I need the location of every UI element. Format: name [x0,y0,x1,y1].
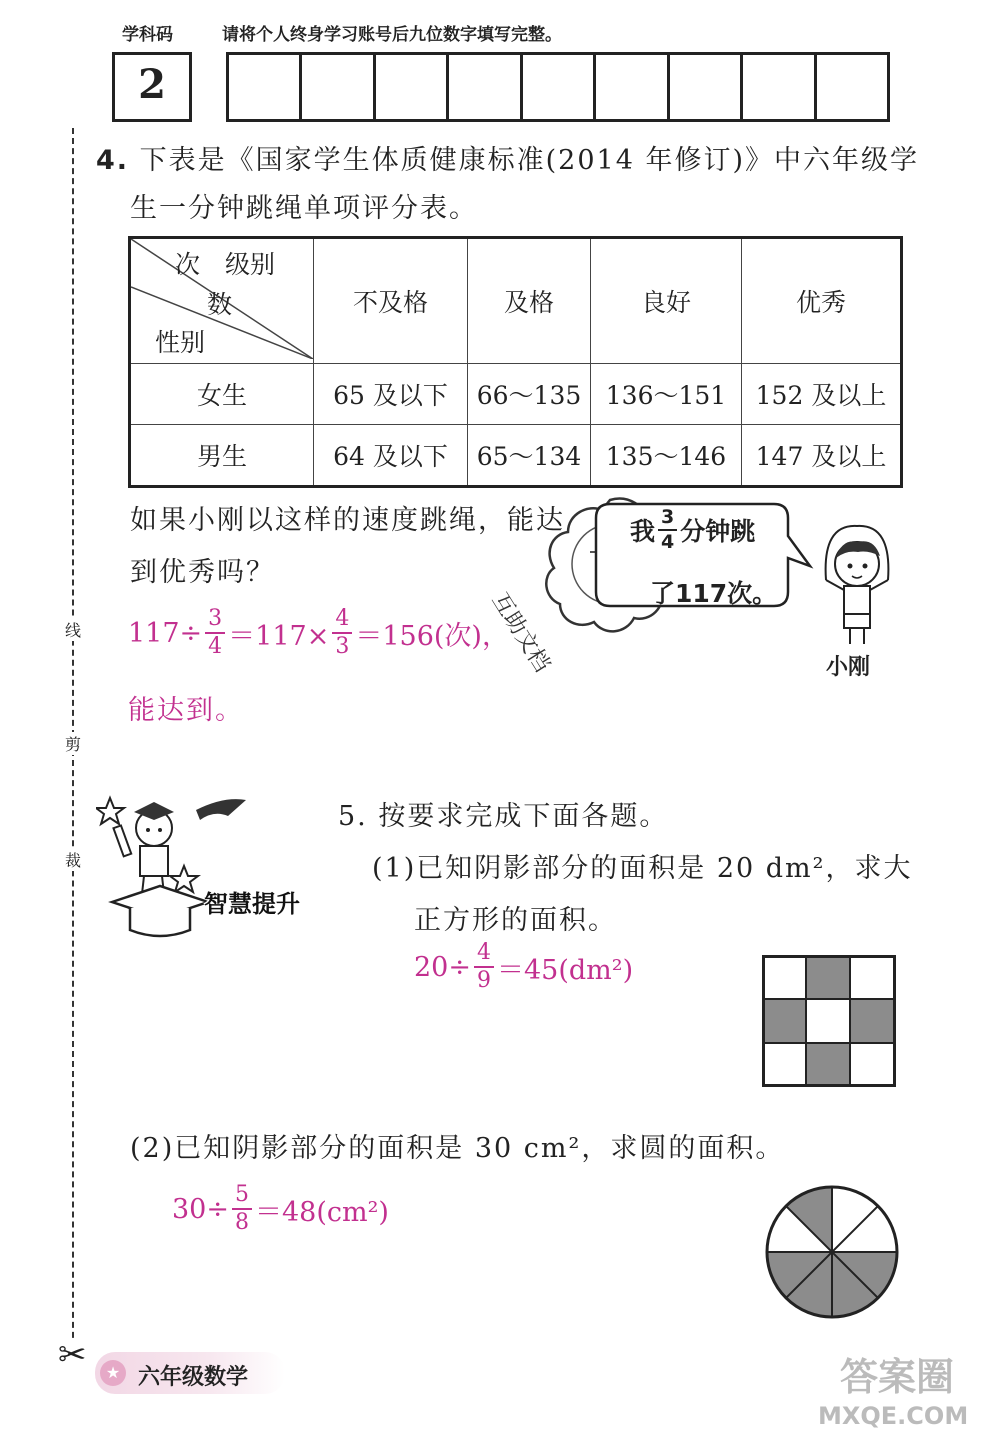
q5-part1-line1: (1)已知阴影部分的面积是 20 dm²，求大 [372,853,913,884]
answer-part-a: 20÷ [414,951,471,983]
column-header: 优秀 [742,238,902,364]
q4-intro-line1: 下表是《国家学生体质健康标准(2014 年修订)》中六年级学 [139,145,920,176]
table-cell: 65 及以下 [314,364,468,425]
account-digit-box[interactable] [376,55,449,119]
row-label: 男生 [130,425,314,487]
account-digit-box[interactable] [596,55,669,119]
frac-numerator: 4 [332,608,352,634]
bubble-suffix: 分钟跳 [680,517,756,546]
star-icon: ★ [100,1360,126,1386]
cut-label-trim: 裁 [64,848,82,871]
frac-numerator: 3 [205,608,225,634]
row-label: 女生 [130,364,314,425]
account-digit-box[interactable] [817,55,887,119]
frac-denominator: 3 [335,634,350,659]
table-cell: 152 及以上 [742,364,902,425]
frac-numerator: 4 [474,942,494,968]
table-cell: 135～146 [591,425,742,487]
account-digit-box[interactable] [302,55,375,119]
frac-denominator: 9 [476,968,491,993]
watermark-url: MXQE.COM [818,1402,969,1430]
table-cell: 65～134 [468,425,591,487]
account-instruction: 请将个人终身学习账号后九位数字填写完整。 [222,25,562,45]
q4-intro-line2: 生一分钟跳绳单项评分表。 [130,193,478,224]
watermark-logo-text: 答案圈 [840,1355,955,1399]
boy-jumping-rope-icon [812,520,902,650]
account-digit-box[interactable] [229,55,302,119]
bubble-line2: 了117次。 [650,579,778,608]
table-cell: 64 及以下 [314,425,468,487]
subject-code-label: 学科码 [122,25,173,45]
answer-fraction-1 [205,608,225,658]
answer-fraction-2 [332,608,352,658]
q4-question-line2: 到优秀吗？ [130,557,275,588]
bubble-frac-numerator: 3 [658,508,677,531]
column-header: 及格 [468,238,591,364]
answer-part-a: 117÷ [128,617,203,649]
table-cell: 136～151 [591,364,742,425]
table-cell: 147 及以上 [742,425,902,487]
q4-question-line1: 如果小刚以这样的速度跳绳，能达 [130,505,565,536]
account-number-boxes[interactable] [226,52,890,122]
bubble-frac-denominator: 4 [661,531,675,553]
bubble-fraction [658,508,677,552]
table-row [130,364,902,425]
stamp-text: 互助文档 [486,588,555,677]
scissors-icon: ✂ [58,1335,87,1375]
section-badge-label: 智慧提升 [204,890,300,918]
answer-part-b: ＝45(dm²) [496,954,634,986]
table-cell: 66～135 [468,364,591,425]
footer-grade-label: 六年级数学 [138,1365,249,1390]
cut-label-line: 线 [64,618,82,641]
answer-part-a: 30÷ [172,1193,229,1225]
character-name: 小刚 [826,655,871,680]
q4-intro [96,138,919,177]
answer-part-b: ＝48(cm²) [254,1196,389,1228]
cut-label-cut: 剪 [64,732,82,755]
account-digit-box[interactable] [670,55,743,119]
q5-title: 5. 按要求完成下面各题。 [338,801,669,832]
answer-part-b: ＝117× [228,620,330,652]
column-header: 不及格 [314,238,468,364]
answer-fraction [474,942,494,992]
bubble-prefix: 我 [630,517,656,546]
q5-part2-answer [172,1184,389,1234]
table-corner-header [130,238,314,364]
corner-label-bottom: 性别 [155,328,206,357]
corner-label-top: 次 级别 [175,250,276,279]
q5-part1-line2: 正方形的面积。 [414,905,617,936]
subject-code-box[interactable]: 2 [112,52,192,122]
account-digit-box[interactable] [743,55,816,119]
q4-number: 4. [96,145,130,176]
corner-label-mid: 数 [207,290,233,319]
answer-part-c: ＝156(次)， [355,620,509,652]
shaded-square-grid-figure [762,955,896,1087]
frac-denominator: 4 [208,634,223,659]
rope-skipping-score-table [128,236,903,488]
table-row [130,425,902,487]
q4-answer-line1 [128,608,509,658]
q5-part2-line1: (2)已知阴影部分的面积是 30 cm²，求圆的面积。 [130,1133,785,1164]
account-digit-box[interactable] [523,55,596,119]
frac-numerator: 5 [232,1184,252,1210]
q4-answer-line2: 能达到。 [128,695,244,726]
bubble-line1 [630,508,755,552]
frac-denominator: 8 [234,1210,249,1235]
shaded-circle-figure [764,1184,900,1320]
answer-fraction [232,1184,252,1234]
q5-part1-answer [414,942,633,992]
account-digit-box[interactable] [449,55,522,119]
column-header: 良好 [591,238,742,364]
